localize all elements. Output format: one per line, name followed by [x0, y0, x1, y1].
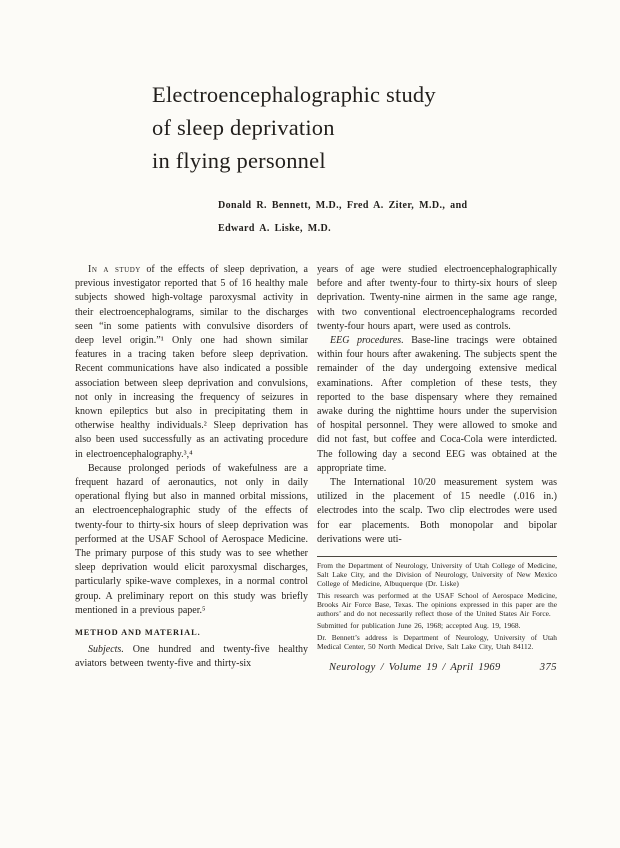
- title-line-1: Electroencephalographic study: [152, 82, 436, 107]
- intro-paragraph: [75, 263, 308, 462]
- intro-paragraph-text: of the effects of sleep deprivation, a previous investigator reported that 5 of 16 healthy male subjects showed high-voltage paroxysmal activity in their electroencephalograms, similar to the discharges seen “in some patients with convulsive disorders of deep level origin.”¹ Only one had shown similar features in a tracing taken before sleep deprivation. Recent communications have also indicated a possible association between sleep deprivation and convulsions, not only in increasing the frequency of seizures in known epileptics but also in precipitating them in otherwise healthy individuals.² Sleep deprivation has also been used successfully as an activating procedure in electroencephalography.³,⁴: [75, 264, 308, 460]
- two-column-body: [75, 263, 557, 675]
- footnote-correspondence-address: Dr. Bennett’s address is Department of Neurology, University of Utah Medical Center, 50 North Medical Drive, Salt Lake City, Utah 84112.: [317, 633, 557, 651]
- subjects-paragraph-lead: Subjects.: [88, 644, 124, 656]
- author-byline: [218, 194, 557, 240]
- page-footer: [317, 661, 557, 675]
- footnote-block: [317, 556, 557, 652]
- title-line-3: in flying personnel: [152, 148, 326, 173]
- eeg-procedures-paragraph-text: Base-line tracings were obtained within four hours after awakening. The subjects spent the remainder of the day undergoing extensive medical examinations. After completion of these tests, they reported to the base dispensary where they remained awake during the nighttime hours under the supervision of hospital personnel. They were allowed to smoke and did not fast, but coffee and Coca-Cola were interdicted. The following day a second EEG was obtained at the appropriate time.: [317, 335, 558, 474]
- eeg-procedures-paragraph: [317, 334, 557, 476]
- eeg-procedures-paragraph-lead: EEG procedures.: [330, 335, 404, 347]
- subjects-paragraph-text: One hundred and twenty-five healthy aviators between twenty-five and thirty-six: [75, 644, 308, 670]
- journal-volume-line: Neurology / Volume 19 / April 1969: [329, 661, 501, 673]
- footnote-affiliation: From the Department of Neurology, University of Utah College of Medicine, Salt Lake City, and the Division of Neurology, University of New Mexico College of Medicine, Albuquerque (Dr. Liske): [317, 561, 557, 588]
- right-column: [317, 263, 557, 675]
- subjects-continuation-paragraph: years of age were studied electroencephalographically before and after twenty-four to thirty-six hours of sleep deprivation. Twenty-nine airmen in the same age range, with two conventional electroencephalograms recorded twenty-four hours apart, were used as controls.: [317, 264, 557, 332]
- author-line-1: Donald R. Bennett, M.D., Fred A. Ziter, M.D., and: [218, 200, 468, 211]
- title-line-2: of sleep deprivation: [152, 115, 335, 140]
- footnote-submission-dates: Submitted for publication June 26, 1968; accepted Aug. 19, 1968.: [317, 620, 521, 630]
- subjects-paragraph: [75, 643, 308, 671]
- section-heading-method-and-material: METHOD AND MATERIAL.: [75, 628, 201, 638]
- footnote-divider: [317, 556, 557, 557]
- left-column: [75, 263, 308, 675]
- page-number: 375: [539, 661, 557, 673]
- footnote-disclaimer: This research was performed at the USAF School of Aerospace Medicine, Brooks Air Force Base, Texas. The opinions expressed in this paper are the authors’ and do not necessarily reflect those of the United States Air Force.: [317, 590, 557, 618]
- author-line-2: Edward A. Liske, M.D.: [218, 223, 332, 234]
- purpose-paragraph: Because prolonged periods of wakefulness are a frequent hazard of aeronautics, not only in daily operational flying but also in manned orbital missions, an electroencephalographic study of the effects of twenty-four to thirty-six hours of sleep deprivation was performed at the USAF School of Aerospace Medicine. The primary purpose of this study was to see whether sleep deprivation would elicit paroxysmal discharges, particularly spike-wave complexes, in a normal control group. A preliminary report on this study was briefly mentioned in a previous paper.⁵: [75, 462, 308, 616]
- electrode-placement-paragraph: The International 10/20 measurement system was utilized in the placement of 15 needle (.016 in.) electrodes into the scalp. Two clip electrodes were used for ear placements. Both monopolar and bipolar derivations were uti-: [317, 477, 557, 545]
- article-title: [152, 78, 557, 177]
- intro-paragraph-lead: In a study: [88, 264, 141, 275]
